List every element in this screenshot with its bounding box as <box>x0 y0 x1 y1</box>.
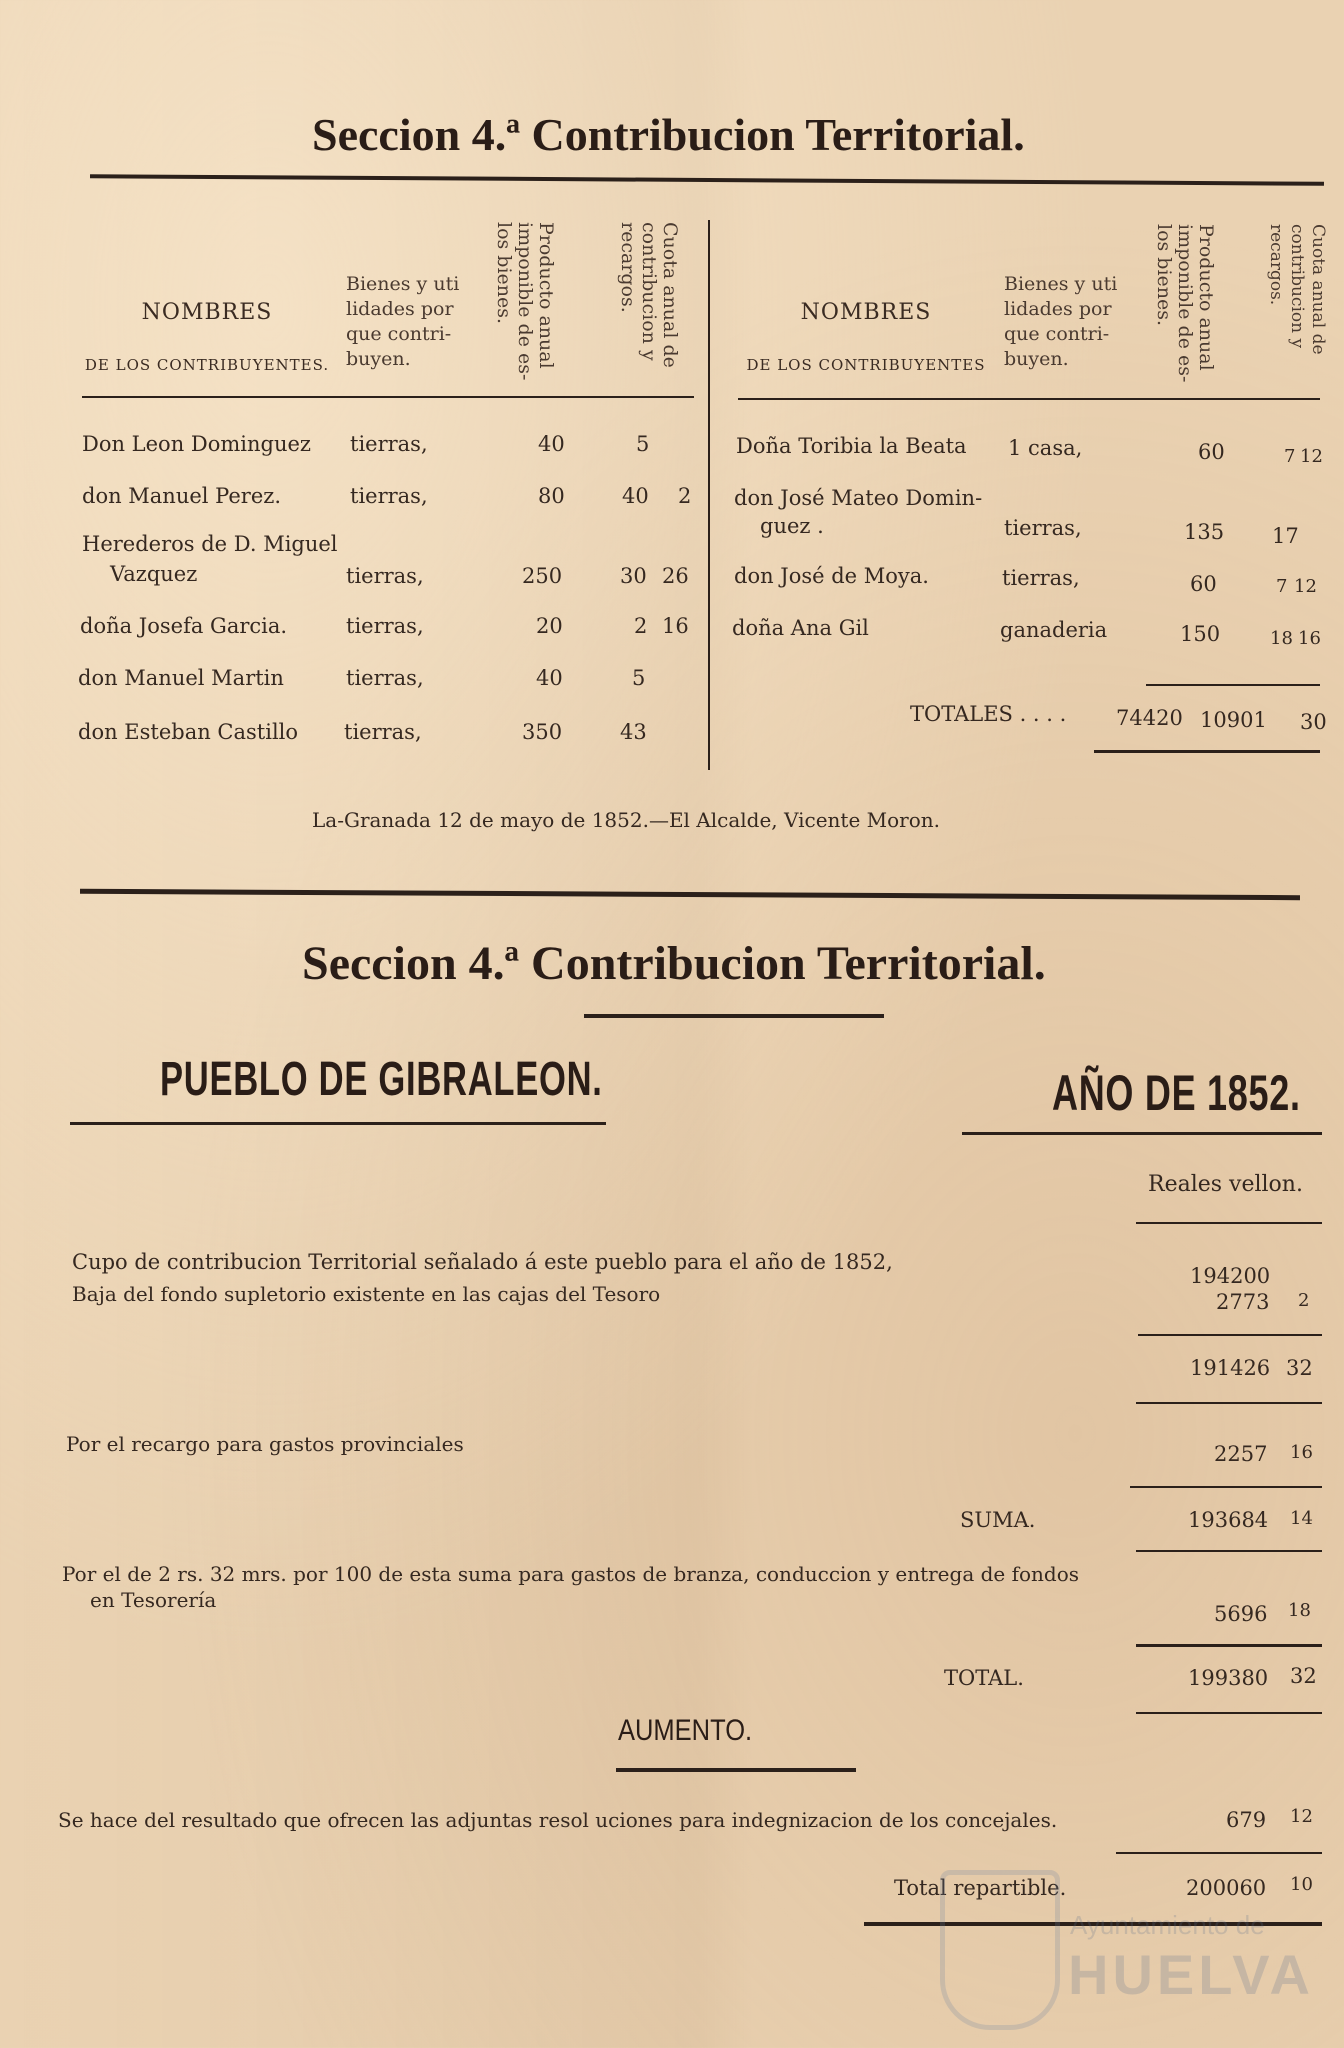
recargo-underline <box>1130 1486 1322 1488</box>
total-underline <box>1136 1712 1322 1714</box>
ano-heading: AÑO DE 1852. <box>1052 1065 1301 1121</box>
watermark-line2: HUELVA <box>1068 1943 1314 2006</box>
totals-label: TOTALES . . . . <box>910 702 1067 726</box>
totals-producto: 74420 <box>1116 706 1183 730</box>
table-row-producto: 40 <box>536 666 563 690</box>
suma-cents: 14 <box>1290 1508 1313 1529</box>
aumento-underline <box>616 1768 856 1772</box>
subtotal-value: 191426 <box>1190 1356 1271 1380</box>
table-row-cuota: 7 <box>1284 446 1296 467</box>
table-row-cuota: 43 <box>620 720 647 744</box>
branza-line-1: Por el de 2 rs. 32 mrs. por 100 de esta suma para gastos de branza, conduccion y entrega de fondos <box>62 1562 1080 1586</box>
archive-watermark <box>940 1850 1320 2040</box>
table-row-name: don Esteban Castillo <box>78 720 299 744</box>
table-row-cuota: 7 <box>1276 576 1288 597</box>
table-row-bien: ganaderia <box>1000 618 1108 642</box>
table-row-producto: 350 <box>522 720 563 744</box>
branza-underline <box>1136 1644 1322 1647</box>
bottom-section-title: Seccion 4.ª Contribucion Territorial. <box>302 937 1046 990</box>
table-row-producto: 150 <box>1180 622 1221 646</box>
table-row-name: Herederos de D. Miguel <box>82 532 338 556</box>
table-row-bien: tierras, <box>350 432 428 456</box>
branza-line-2: en Tesorería <box>90 1588 217 1612</box>
baja-line: Baja del fondo supletorio existente en las cajas del Tesoro <box>72 1282 661 1306</box>
currency-label: Reales vellon. <box>1148 1172 1303 1197</box>
table-row-extra: 16 <box>1298 628 1321 649</box>
table-row-name-cont: guez . <box>760 514 824 538</box>
table-row-name: don Manuel Perez. <box>82 484 281 508</box>
table-row-extra: 12 <box>1294 576 1317 597</box>
table-row-producto: 20 <box>536 614 563 638</box>
pueblo-heading: PUEBLO DE GIBRALEON. <box>160 1053 603 1106</box>
table-row-name: doña Ana Gil <box>732 616 869 640</box>
branza-value: 5696 <box>1214 1602 1268 1626</box>
baja-cents: 2 <box>1298 1290 1310 1311</box>
table-row-producto: 250 <box>522 564 563 588</box>
table-row-extra: 2 <box>678 484 692 508</box>
total-value: 199380 <box>1188 1666 1269 1690</box>
table-row-producto: 60 <box>1190 572 1217 596</box>
table-row-bien: tierras, <box>346 614 424 638</box>
table-row-cuota: 30 <box>620 564 647 588</box>
signature-line: La-Granada 12 de mayo de 1852.—El Alcalde, Vicente Moron. <box>312 808 941 832</box>
subtotal-underline <box>1136 1402 1322 1404</box>
right-header-names: NOMBRES DE LOS CONTRIBUYENTES <box>746 300 986 374</box>
crest-icon <box>940 1870 1060 2030</box>
table-row-cuota: 5 <box>636 432 650 456</box>
ano-underline <box>962 1132 1322 1135</box>
table-row-producto: 40 <box>538 432 565 456</box>
top-title-rule <box>90 174 1324 186</box>
table-row-cuota: 2 <box>634 614 648 638</box>
left-header-producto: Producto anual imponible de es- los bienes. <box>493 222 557 381</box>
right-header-cuota: Cuota anual de contribucion y recargos. <box>1266 224 1328 355</box>
table-row-bien: tierras, <box>346 666 424 690</box>
cupo-line: Cupo de contribucion Territorial señalado á este pueblo para el año de 1852, <box>72 1250 893 1274</box>
baja-underline <box>1138 1334 1322 1336</box>
right-header-bienes: Bienes y uti lidades por que contri- buyen. <box>1004 273 1118 370</box>
right-header-underline <box>738 398 1320 400</box>
subtotal-cents: 32 <box>1286 1356 1313 1380</box>
table-row-name: Don Leon Dominguez <box>82 432 311 456</box>
watermark-line1: Ayuntamiento de <box>1070 1910 1265 1940</box>
table-row-producto: 60 <box>1198 440 1225 464</box>
table-row-name-cont: Vazquez <box>110 562 198 586</box>
totals-extra: 30 <box>1300 710 1327 734</box>
table-row-name: don José Mateo Domin- <box>734 486 983 510</box>
table-row-bien: tierras, <box>344 720 422 744</box>
table-row-producto: 135 <box>1184 520 1225 544</box>
table-row-extra: 12 <box>1300 446 1323 467</box>
table-row-bien: tierras, <box>350 484 428 508</box>
totals-underline <box>1094 750 1320 753</box>
recargo-line: Por el recargo para gastos provinciales <box>66 1432 464 1456</box>
table-row-extra: 16 <box>662 614 689 638</box>
aumento-line: Se hace del resultado que ofrecen las adjuntas resol uciones para indegnizacion de los concejales. <box>58 1808 1058 1832</box>
left-header-cuota: Cuota anual de contribucion y recargos. <box>617 222 681 368</box>
table-center-divider <box>708 220 710 770</box>
table-row-bien: tierras, <box>1004 516 1082 540</box>
table-row-bien: 1 casa, <box>1008 436 1083 460</box>
table-row-name: don José de Moya. <box>734 564 929 588</box>
total-label: TOTAL. <box>944 1666 1024 1690</box>
table-row-name: don Manuel Martin <box>78 666 284 690</box>
bottom-title-rule <box>584 1014 884 1018</box>
table-row-cuota: 5 <box>632 666 646 690</box>
repartible-cents: 10 <box>1290 1874 1313 1895</box>
suma-label: SUMA. <box>960 1508 1036 1532</box>
table-row-name: doña Josefa Garcia. <box>80 614 288 638</box>
suma-value: 193684 <box>1188 1508 1269 1532</box>
aumento-value: 679 <box>1226 1808 1267 1832</box>
table-row-cuota: 40 <box>622 484 649 508</box>
table-row-bien: tierras, <box>346 564 424 588</box>
table-row-name: Doña Toribia la Beata <box>736 434 967 458</box>
pueblo-underline <box>70 1122 606 1125</box>
left-header-names: NOMBRES DE LOS CONTRIBUYENTES. <box>84 300 330 374</box>
baja-value: 2773 <box>1216 1290 1270 1314</box>
aumento-title: AUMENTO. <box>618 1714 753 1747</box>
table-row-producto: 80 <box>538 484 565 508</box>
table-row-cuota: 17 <box>1272 524 1299 548</box>
branza-cents: 18 <box>1288 1600 1311 1621</box>
section-separator-rule <box>80 889 1300 900</box>
repartible-value: 200060 <box>1186 1876 1267 1900</box>
totals-cuota: 10901 <box>1200 708 1267 732</box>
suma-underline <box>1136 1550 1322 1552</box>
total-cents: 32 <box>1290 1664 1317 1688</box>
left-header-bienes: Bienes y uti lidades por que contri- buyen. <box>346 273 460 370</box>
cupo-value: 194200 <box>1190 1264 1271 1288</box>
right-header-producto: Producto anual imponible de es- los bienes. <box>1153 224 1217 383</box>
left-header-underline <box>82 396 694 398</box>
table-row-extra: 26 <box>662 564 689 588</box>
table-row-bien: tierras, <box>1002 566 1080 590</box>
table-row-cuota: 18 <box>1270 628 1293 649</box>
right-rows-underline <box>1146 684 1320 686</box>
top-section-title: Seccion 4.ª Contribucion Territorial. <box>312 109 1025 160</box>
currency-underline <box>1136 1222 1322 1224</box>
recargo-cents: 16 <box>1290 1442 1313 1463</box>
recargo-value: 2257 <box>1214 1442 1268 1466</box>
repartible-label: Total repartible. <box>894 1876 1067 1900</box>
aumento-cents: 12 <box>1290 1806 1313 1827</box>
